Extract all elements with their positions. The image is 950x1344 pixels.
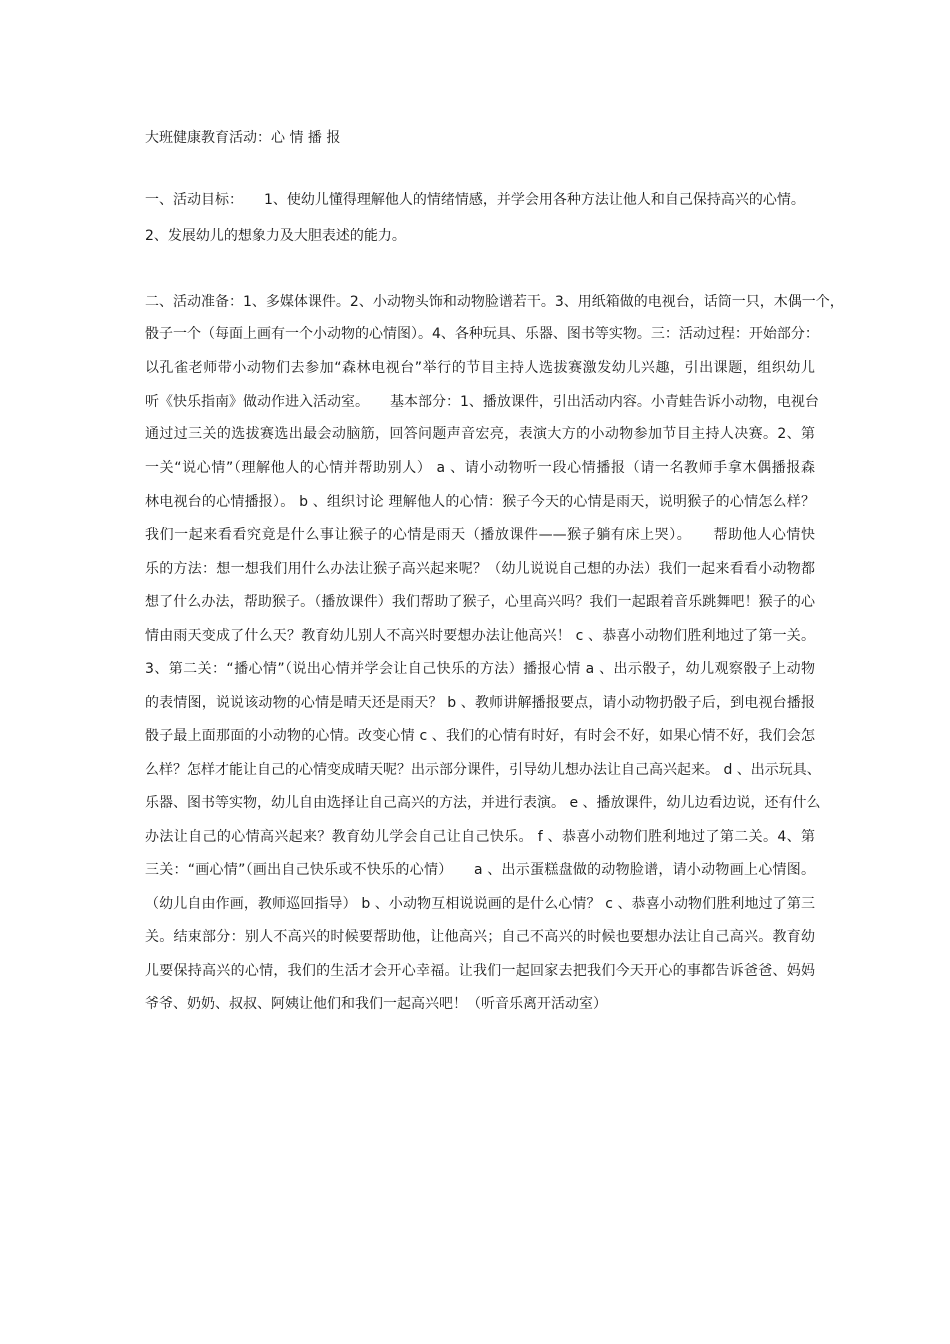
- document-title: 大班健康教育活动：心 情 播 报: [145, 130, 341, 146]
- goal-line-2: 2、发展幼儿的想象力及大胆表述的能力。: [145, 228, 406, 244]
- body-line-9: 乐的方法：想一想我们用什么办法让猴子高兴起来呢？（幼儿说说自己想的办法）我们一起来看看小动物都: [145, 561, 815, 577]
- body-line-20: 关。结束部分：别人不高兴的时候要帮助他，让他高兴；自己不高兴的时候也要想办法让自己高兴。教育幼: [145, 929, 815, 945]
- goal-line-1: 一、活动目标： 1、使幼儿懂得理解他人的情绪情感，并学会用各种方法让他人和自己保持高兴的心情。: [145, 192, 805, 208]
- body-line-11: 情由雨天变成了什么天？教育幼儿别人不高兴时要想办法让他高兴！ c 、恭喜小动物们胜利地过了第一关。: [145, 628, 815, 644]
- body-line-18: 三关：“画心情”（画出自己快乐或不快乐的心情） a 、出示蛋糕盘做的动物脸谱，请小动物画上心情图。: [145, 862, 815, 878]
- body-line-16: 乐器、图书等实物，幼儿自由选择让自己高兴的方法，并进行表演。 e 、播放课件，幼儿边看边说，还有什么: [145, 795, 821, 811]
- body-line-14: 骰子最上面那面的小动物的心情。改变心情 c 、我们的心情有时好，有时会不好，如果心情不好，我们会怎: [145, 728, 815, 744]
- body-line-17: 办法让自己的心情高兴起来？教育幼儿学会自己让自己快乐。 f 、恭喜小动物们胜利地过了第二关。4、第: [145, 829, 815, 845]
- body-line-21: 儿要保持高兴的心情，我们的生活才会开心幸福。让我们一起回家去把我们今天开心的事都告诉爸爸、妈妈: [145, 963, 815, 979]
- body-line-8: 我们一起来看看究竟是什么事让猴子的心情是雨天（播放课件——猴子躺有床上哭）。 帮助他人心情快: [145, 527, 815, 543]
- body-line-4: 听《快乐指南》做动作进入活动室。 基本部分：1、播放课件，引出活动内容。小青蛙告诉小动物，电视台: [145, 394, 819, 410]
- body-line-3: 以孔雀老师带小动物们去参加“森林电视台”举行的节目主持人选拔赛激发幼儿兴趣，引出课题，组织幼儿: [145, 360, 815, 376]
- body-line-1: 二、活动准备：1、多媒体课件。2、小动物头饰和动物脸谱若干。3、用纸箱做的电视台，话筒一只，木偶一个，: [145, 294, 844, 310]
- body-line-22: 爷爷、奶奶、叔叔、阿姨让他们和我们一起高兴吧！（听音乐离开活动室）: [145, 996, 607, 1012]
- body-line-6: 一关“说心情”（理解他人的心情并帮助别人） a 、请小动物听一段心情播报（请一名教师手拿木偶播报森: [145, 460, 815, 476]
- body-line-5: 通过过三关的选拔赛选出最会动脑筋，回答问题声音宏亮，表演大方的小动物参加节目主持人决赛。2、第: [145, 426, 815, 442]
- body-line-13: 的表情图，说说该动物的心情是晴天还是雨天？ b 、教师讲解播报要点，请小动物扔骰子后，到电视台播报: [145, 695, 815, 711]
- body-line-7: 林电视台的心情播报）。 b 、组织讨论 理解他人的心情：猴子今天的心情是雨天，说明猴子的心情怎么样？: [145, 494, 815, 510]
- body-line-2: 骰子一个（每面上画有一个小动物的心情图）。4、各种玩具、乐器、图书等实物。三：活动过程：开始部分：: [145, 326, 819, 342]
- body-line-19: （幼儿自由作画，教师巡回指导） b 、小动物互相说说画的是什么心情？ c 、恭喜小动物们胜利地过了第三: [145, 896, 815, 912]
- body-line-10: 想了什么办法，帮助猴子。（播放课件）我们帮助了猴子，心里高兴吗？我们一起跟着音乐跳舞吧！猴子的心: [145, 594, 815, 610]
- body-line-12: 3、第二关：“播心情”（说出心情并学会让自己快乐的方法）播报心情 a 、出示骰子，幼儿观察骰子上动物: [145, 661, 815, 677]
- body-line-15: 么样？怎样才能让自己的心情变成晴天呢？出示部分课件，引导幼儿想办法让自己高兴起来。 d 、出示玩具、: [145, 762, 821, 778]
